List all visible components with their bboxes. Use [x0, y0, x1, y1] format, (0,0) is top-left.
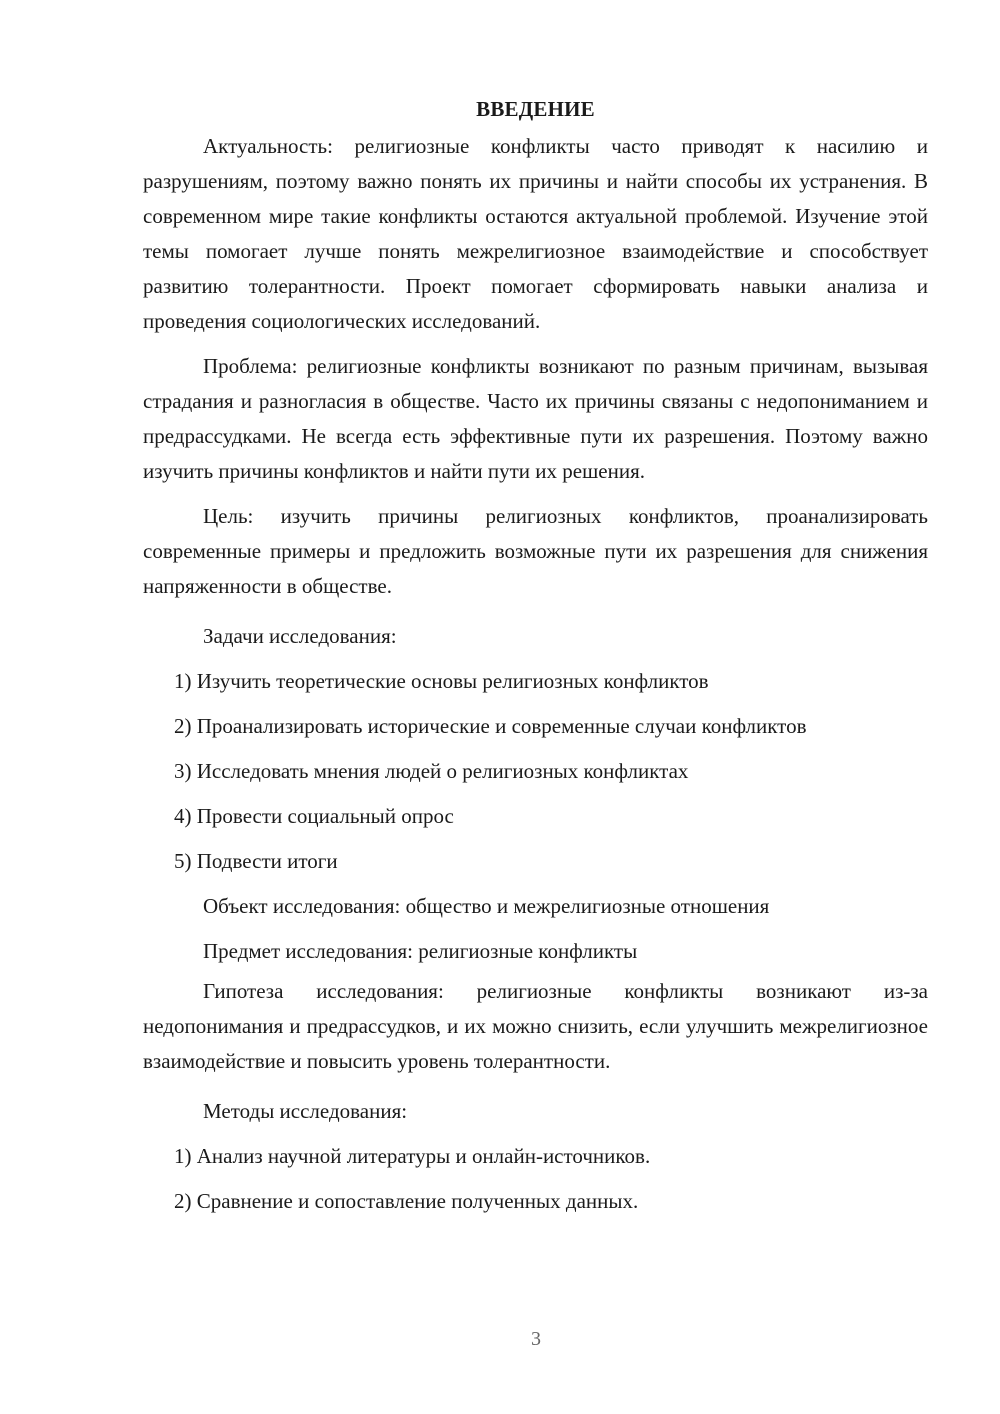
research-object: Объект исследования: общество и межрелигиозные отношения — [203, 894, 770, 918]
list-item: 1) Анализ научной литературы и онлайн-источников. — [174, 1144, 651, 1168]
tasks-list — [143, 659, 928, 884]
document-page — [143, 94, 928, 1224]
page-number: 3 — [531, 1328, 541, 1350]
methods-heading: Методы исследования: — [203, 1099, 408, 1123]
list-item: 1) Изучить теоретические основы религиозных конфликтов — [174, 669, 709, 693]
paragraph-goal: Цель: изучить причины религиозных конфликтов, проанализировать современные примеры и предложить возможные пути их разрешения для снижения напряженности в обществе. — [143, 504, 928, 598]
list-item: 3) Исследовать мнения людей о религиозных конфликтах — [174, 759, 689, 783]
methods-list — [143, 1134, 928, 1224]
section-title: ВВЕДЕНИЕ — [476, 97, 595, 121]
tasks-heading: Задачи исследования: — [203, 624, 397, 648]
paragraph-problem: Проблема: религиозные конфликты возникают по разным причинам, вызывая страдания и разногласия в обществе. Часто их причины связаны с недопониманием и предрассудками. Не всегда есть эффективные пути их разрешения. Поэтому важно изучить причины конфликтов и найти пути их решения. — [143, 354, 928, 483]
paragraph-hypothesis: Гипотеза исследования: религиозные конфликты возникают из-за недопонимания и предрассудков, и их можно снизить, если улучшить межрелигиозное взаимодействие и повысить уровень толерантности. — [143, 979, 928, 1073]
list-item: 2) Проанализировать исторические и современные случаи конфликтов — [174, 714, 807, 738]
list-item: 4) Провести социальный опрос — [174, 804, 454, 828]
list-item: 2) Сравнение и сопоставление полученных данных. — [174, 1189, 639, 1213]
list-item: 5) Подвести итоги — [174, 849, 338, 873]
paragraph-relevance: Актуальность: религиозные конфликты часто приводят к насилию и разрушениям, поэтому важно понять их причины и найти способы их устранения. В современном мире такие конфликты остаются актуальной проблемой. Изучение этой темы помогает лучше понять межрелигиозное взаимодействие и способствует развитию толерантности. Проект помогает сформировать навыки анализа и проведения социологических исследований. — [143, 134, 928, 333]
research-subject: Предмет исследования: религиозные конфликты — [203, 939, 638, 963]
